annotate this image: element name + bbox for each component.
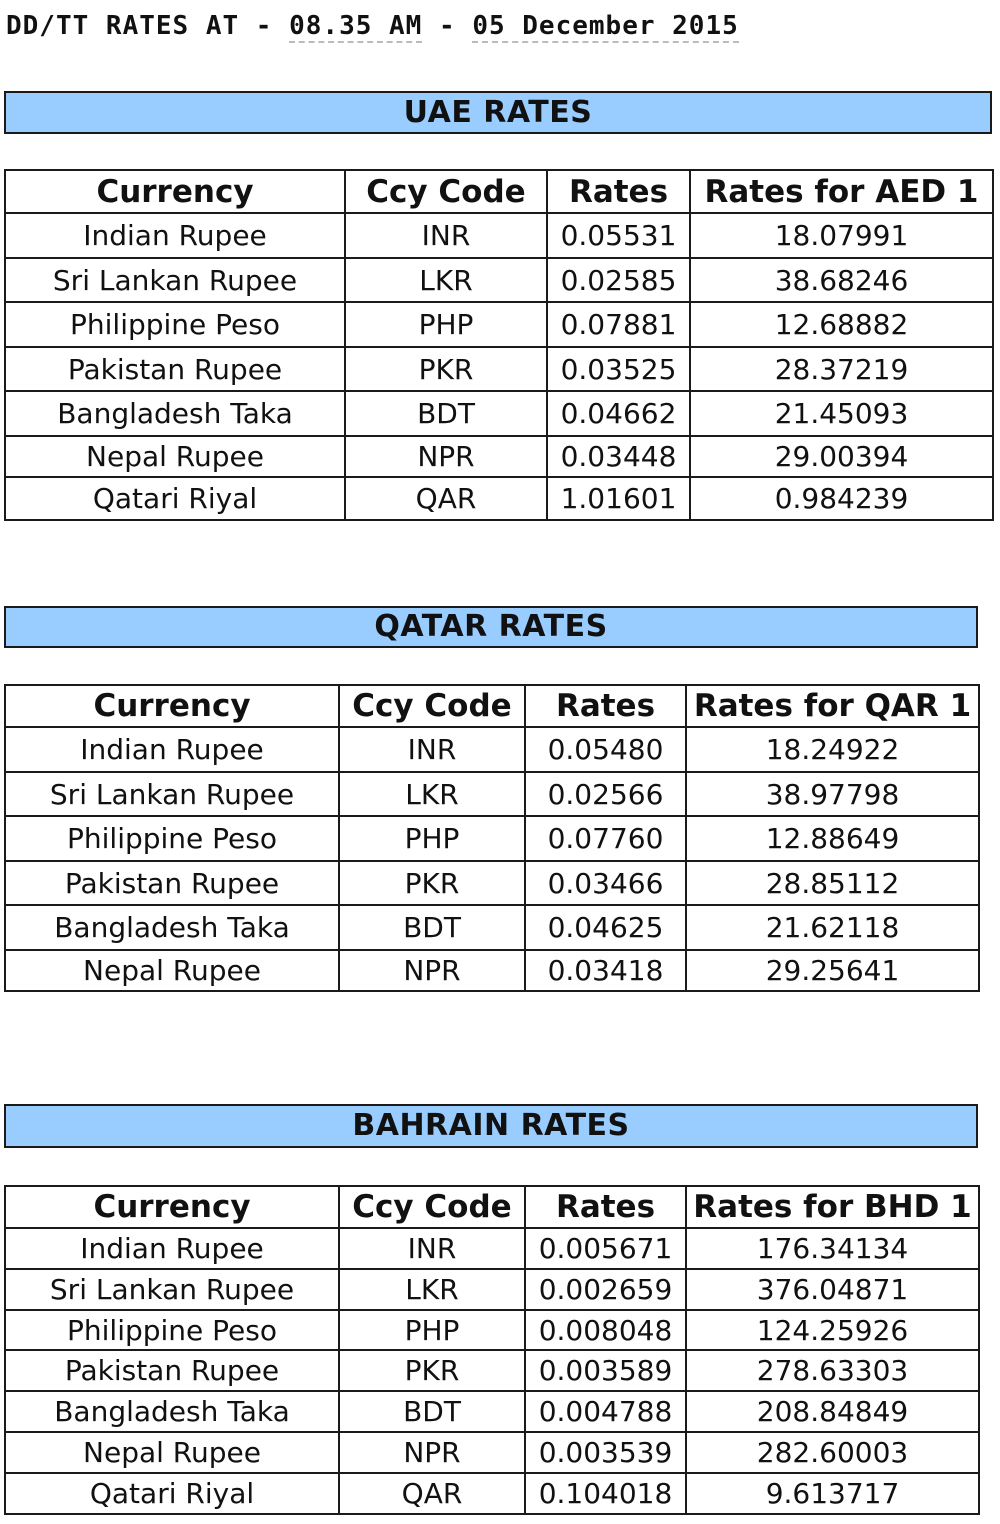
- table-row: [5, 347, 993, 391]
- ccy-code-cell: NPR: [345, 436, 547, 477]
- rate-cell: 0.04662: [547, 391, 690, 436]
- ccy-code-cell: INR: [345, 213, 547, 258]
- currency-cell: Nepal Rupee: [5, 950, 339, 991]
- uae-rates-banner: [4, 91, 992, 134]
- currency-cell: Indian Rupee: [5, 1228, 339, 1269]
- currency-cell: Nepal Rupee: [5, 436, 345, 477]
- rate-cell: 0.003539: [525, 1432, 686, 1473]
- qatar-rates-heading: QATAR RATES: [374, 609, 608, 644]
- table-row: [5, 1391, 979, 1432]
- column-header-rate-per-unit: Rates for AED 1: [690, 170, 993, 213]
- ccy-code-cell: INR: [339, 1228, 525, 1269]
- rate-cell: 0.02585: [547, 258, 690, 302]
- title-separator: -: [422, 11, 473, 41]
- ccy-code-cell: QAR: [345, 477, 547, 520]
- page-title: [6, 4, 739, 48]
- rate-cell: 0.05531: [547, 213, 690, 258]
- table-row: [5, 213, 993, 258]
- rate-cell: 0.002659: [525, 1269, 686, 1310]
- rate-per-unit-cell: 18.24922: [686, 727, 979, 772]
- currency-cell: Philippine Peso: [5, 816, 339, 861]
- rate-cell: 0.005671: [525, 1228, 686, 1269]
- currency-cell: Philippine Peso: [5, 302, 345, 347]
- rate-cell: 0.02566: [525, 772, 686, 816]
- table-row: [5, 1310, 979, 1350]
- rate-per-unit-cell: 28.85112: [686, 861, 979, 905]
- rate-cell: 1.01601: [547, 477, 690, 520]
- currency-cell: Pakistan Rupee: [5, 1350, 339, 1391]
- ccy-code-cell: PHP: [339, 816, 525, 861]
- rate-per-unit-cell: 28.37219: [690, 347, 993, 391]
- title-time: 08.35 AM: [289, 11, 423, 41]
- currency-cell: Indian Rupee: [5, 213, 345, 258]
- currency-cell: Sri Lankan Rupee: [5, 772, 339, 816]
- column-header-rate-per-unit: Rates for BHD 1: [686, 1186, 979, 1228]
- column-header-ccy-code: Ccy Code: [345, 170, 547, 213]
- currency-cell: Qatari Riyal: [5, 477, 345, 520]
- uae-rates-heading: UAE RATES: [403, 95, 593, 130]
- rate-cell: 0.008048: [525, 1310, 686, 1350]
- rate-cell: 0.05480: [525, 727, 686, 772]
- rate-per-unit-cell: 21.45093: [690, 391, 993, 436]
- bahrain-rates-banner: [4, 1104, 978, 1148]
- currency-cell: Bangladesh Taka: [5, 1391, 339, 1432]
- rate-per-unit-cell: 124.25926: [686, 1310, 979, 1350]
- currency-cell: Nepal Rupee: [5, 1432, 339, 1473]
- title-prefix: DD/TT RATES AT -: [6, 11, 290, 41]
- table-row: [5, 861, 979, 905]
- ccy-code-cell: BDT: [339, 1391, 525, 1432]
- rate-per-unit-cell: 21.62118: [686, 905, 979, 950]
- rate-cell: 0.104018: [525, 1473, 686, 1514]
- rate-per-unit-cell: 38.68246: [690, 258, 993, 302]
- ccy-code-cell: NPR: [339, 950, 525, 991]
- rate-per-unit-cell: 9.613717: [686, 1473, 979, 1514]
- qatar-rates-banner: [4, 606, 978, 648]
- table-header-row: [5, 1186, 979, 1228]
- currency-cell: Bangladesh Taka: [5, 905, 339, 950]
- table-row: [5, 1228, 979, 1269]
- column-header-currency: Currency: [5, 170, 345, 213]
- currency-cell: Sri Lankan Rupee: [5, 1269, 339, 1310]
- ccy-code-cell: QAR: [339, 1473, 525, 1514]
- column-header-rate: Rates: [525, 685, 686, 727]
- table-row: [5, 1350, 979, 1391]
- rate-per-unit-cell: 12.88649: [686, 816, 979, 861]
- currency-cell: Pakistan Rupee: [5, 861, 339, 905]
- title-date: 05 December 2015: [472, 11, 739, 41]
- ccy-code-cell: NPR: [339, 1432, 525, 1473]
- ccy-code-cell: PKR: [339, 861, 525, 905]
- ccy-code-cell: PHP: [345, 302, 547, 347]
- rate-per-unit-cell: 282.60003: [686, 1432, 979, 1473]
- rate-per-unit-cell: 29.00394: [690, 436, 993, 477]
- rate-cell: 0.03448: [547, 436, 690, 477]
- rate-cell: 0.03466: [525, 861, 686, 905]
- rate-per-unit-cell: 12.68882: [690, 302, 993, 347]
- column-header-rate-per-unit: Rates for QAR 1: [686, 685, 979, 727]
- ccy-code-cell: PHP: [339, 1310, 525, 1350]
- rate-per-unit-cell: 38.97798: [686, 772, 979, 816]
- currency-cell: Indian Rupee: [5, 727, 339, 772]
- ccy-code-cell: BDT: [345, 391, 547, 436]
- table-row: [5, 905, 979, 950]
- rate-cell: 0.04625: [525, 905, 686, 950]
- rate-per-unit-cell: 29.25641: [686, 950, 979, 991]
- rate-cell: 0.03418: [525, 950, 686, 991]
- table-row: [5, 1269, 979, 1310]
- table-row: [5, 816, 979, 861]
- table-row: [5, 258, 993, 302]
- rate-per-unit-cell: 376.04871: [686, 1269, 979, 1310]
- table-row: [5, 727, 979, 772]
- ccy-code-cell: PKR: [339, 1350, 525, 1391]
- currency-cell: Pakistan Rupee: [5, 347, 345, 391]
- ccy-code-cell: LKR: [345, 258, 547, 302]
- ccy-code-cell: LKR: [339, 1269, 525, 1310]
- rate-per-unit-cell: 0.984239: [690, 477, 993, 520]
- table-row: [5, 436, 993, 477]
- table-header-row: [5, 170, 993, 213]
- table-row: [5, 1473, 979, 1514]
- rate-cell: 0.003589: [525, 1350, 686, 1391]
- table-row: [5, 772, 979, 816]
- rate-per-unit-cell: 176.34134: [686, 1228, 979, 1269]
- table-header-row: [5, 685, 979, 727]
- table-row: [5, 950, 979, 991]
- rate-cell: 0.004788: [525, 1391, 686, 1432]
- ccy-code-cell: INR: [339, 727, 525, 772]
- column-header-rate: Rates: [525, 1186, 686, 1228]
- qatar-rates-table: [4, 684, 980, 992]
- rate-cell: 0.07881: [547, 302, 690, 347]
- bahrain-rates-heading: BAHRAIN RATES: [352, 1108, 630, 1143]
- rate-cell: 0.03525: [547, 347, 690, 391]
- column-header-ccy-code: Ccy Code: [339, 685, 525, 727]
- currency-cell: Sri Lankan Rupee: [5, 258, 345, 302]
- ccy-code-cell: PKR: [345, 347, 547, 391]
- currency-cell: Philippine Peso: [5, 1310, 339, 1350]
- rate-per-unit-cell: 208.84849: [686, 1391, 979, 1432]
- currency-cell: Bangladesh Taka: [5, 391, 345, 436]
- rate-per-unit-cell: 18.07991: [690, 213, 993, 258]
- column-header-rate: Rates: [547, 170, 690, 213]
- column-header-currency: Currency: [5, 1186, 339, 1228]
- column-header-ccy-code: Ccy Code: [339, 1186, 525, 1228]
- ccy-code-cell: LKR: [339, 772, 525, 816]
- table-row: [5, 477, 993, 520]
- table-row: [5, 391, 993, 436]
- table-row: [5, 1432, 979, 1473]
- rate-cell: 0.07760: [525, 816, 686, 861]
- table-row: [5, 302, 993, 347]
- ccy-code-cell: BDT: [339, 905, 525, 950]
- rate-per-unit-cell: 278.63303: [686, 1350, 979, 1391]
- column-header-currency: Currency: [5, 685, 339, 727]
- currency-cell: Qatari Riyal: [5, 1473, 339, 1514]
- bahrain-rates-table: [4, 1185, 980, 1515]
- uae-rates-table: [4, 169, 994, 521]
